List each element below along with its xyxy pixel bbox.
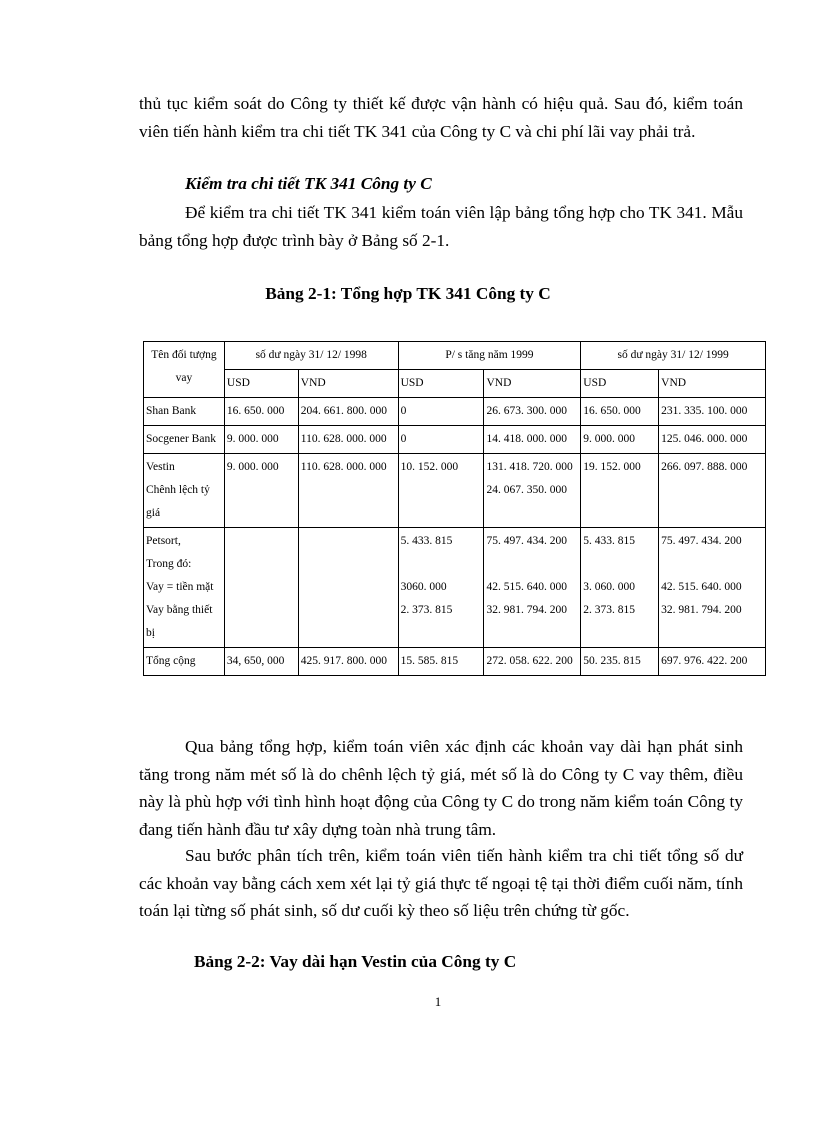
table-subheader-row <box>144 370 766 398</box>
table-row <box>144 528 766 648</box>
header-balance-1999: số dư ngày 31/ 12/ 1999 <box>581 342 766 370</box>
cell-usd-1998: 9. 000. 000 <box>224 454 298 528</box>
header-increase-1999: P/ s tăng năm 1999 <box>398 342 581 370</box>
cell-value: 32. 981. 794. 200 <box>486 604 567 616</box>
row-name-line: Petsort, <box>146 535 181 547</box>
header-borrower: Tên đối tượng vay <box>144 342 225 398</box>
cell-vnd-1998: 110. 628. 000. 000 <box>298 426 398 454</box>
cell-usd-1998: 16. 650. 000 <box>224 398 298 426</box>
cell-vnd-1999: 231. 335. 100. 000 <box>659 398 766 426</box>
table-row <box>144 454 766 528</box>
cell-usd-1998: 34, 650, 000 <box>224 648 298 676</box>
cell-vnd-1999: 125. 046. 000. 000 <box>659 426 766 454</box>
subheader-usd: USD <box>581 370 659 398</box>
subheader-vnd: VND <box>298 370 398 398</box>
table-header-row <box>144 342 766 370</box>
subheader-usd: USD <box>398 370 484 398</box>
cell-vnd-1999: 697. 976. 422. 200 <box>659 648 766 676</box>
cell-value: 75. 497. 434. 200 <box>486 535 567 547</box>
cell-value: 42. 515. 640. 000 <box>661 581 742 593</box>
cell-usd-increase: 0 <box>398 426 484 454</box>
cell-usd-1999: 16. 650. 000 <box>581 398 659 426</box>
row-name-line: Trong đó: <box>146 558 192 570</box>
cell-vnd-1998 <box>298 528 398 648</box>
section-heading: Kiểm tra chi tiết TK 341 Công ty C <box>185 174 432 193</box>
cell-vnd-1998: 204. 661. 800. 000 <box>298 398 398 426</box>
cell-usd-1999: 9. 000. 000 <box>581 426 659 454</box>
cell-value: 3. 060. 000 <box>583 581 636 593</box>
table-caption-2-2: Bảng 2-2: Vay dài hạn Vestin của Công ty C <box>194 952 517 971</box>
table-row <box>144 398 766 426</box>
cell-value: 75. 497. 434. 200 <box>661 535 742 547</box>
cell-value: 3060. 000 <box>400 581 447 593</box>
cell-vnd-1998: 110. 628. 000. 000 <box>298 454 398 528</box>
cell-value: 32. 981. 794. 200 <box>661 604 742 616</box>
cell-usd-increase: 15. 585. 815 <box>398 648 484 676</box>
row-name <box>144 528 225 648</box>
cell-vnd-increase: 26. 673. 300. 000 <box>484 398 581 426</box>
cell-usd-1999 <box>581 528 659 648</box>
cell-vnd-increase: 14. 418. 000. 000 <box>484 426 581 454</box>
table-total-row <box>144 648 766 676</box>
cell-usd-increase: 10. 152. 000 <box>398 454 484 528</box>
cell-vnd-1998: 425. 917. 800. 000 <box>298 648 398 676</box>
cell-usd-1998 <box>224 528 298 648</box>
paragraph-summary-table: Để kiểm tra chi tiết TK 341 kiểm toán viên lập bảng tổng hợp cho TK 341. Mẫu bảng tổng hợp được trình bày ở Bảng số 2-1. <box>139 203 743 250</box>
table-caption-2-1: Bảng 2-1: Tổng hợp TK 341 Công ty C <box>265 284 551 303</box>
cell-usd-1998: 9. 000. 000 <box>224 426 298 454</box>
header-balance-1998: số dư ngày 31/ 12/ 1998 <box>224 342 398 370</box>
paragraph-detail-check: Sau bước phân tích trên, kiểm toán viên tiến hành kiểm tra chi tiết tổng số dư các khoản vay bằng cách xem xét lại tỷ giá thực tế ngoại tệ tại thời điểm cuối năm, tính toán lại từng số phát sinh, số dư cuối kỳ theo số liệu trên chứng từ gốc. <box>139 846 743 920</box>
row-name <box>144 454 225 528</box>
cell-usd-1999: 50. 235. 815 <box>581 648 659 676</box>
cell-usd-increase <box>398 528 484 648</box>
cell-vnd-1999 <box>659 528 766 648</box>
row-name-line: Vay bằng thiết bị <box>146 604 213 639</box>
subheader-vnd: VND <box>484 370 581 398</box>
cell-vnd-increase: 272. 058. 622. 200 <box>484 648 581 676</box>
cell-value: 2. 373. 815 <box>583 604 636 616</box>
cell-usd-increase: 0 <box>398 398 484 426</box>
tk341-summary-table <box>143 341 766 676</box>
cell-value: 5. 433. 815 <box>400 535 453 547</box>
cell-value: 24. 067. 350. 000 <box>486 484 567 496</box>
paragraph-analysis: Qua bảng tổng hợp, kiểm toán viên xác định các khoản vay dài hạn phát sinh tăng trong năm mét số là do chênh lệch tỷ giá, mét số là do Công ty C vay thêm, điều này là phù hợp với tình hình hoạt động của Công ty C do trong năm kiểm toán Công ty đang tiến hành đầu tư xây dựng toàn nhà trung tâm. <box>139 737 743 839</box>
row-name: Shan Bank <box>144 398 225 426</box>
row-name: Tổng cộng <box>144 648 225 676</box>
paragraph-intro: thủ tục kiểm soát do Công ty thiết kế được vận hành có hiệu quả. Sau đó, kiểm toán viên tiến hành kiểm tra chi tiết TK 341 của Công ty C và chi phí lãi vay phải trả. <box>139 94 743 141</box>
cell-vnd-1999: 266. 097. 888. 000 <box>659 454 766 528</box>
page-number: 1 <box>434 994 442 1009</box>
row-name-line: Chênh lệch tỷ giá <box>146 484 210 519</box>
row-name-line: Vay = tiền mặt <box>146 581 214 593</box>
row-name: Socgener Bank <box>144 426 225 454</box>
cell-usd-1999: 19. 152. 000 <box>581 454 659 528</box>
cell-value: 2. 373. 815 <box>400 604 453 616</box>
subheader-vnd: VND <box>659 370 766 398</box>
row-name-line: Vestin <box>146 461 175 473</box>
cell-vnd-increase <box>484 454 581 528</box>
cell-value: 5. 433. 815 <box>583 535 636 547</box>
subheader-usd: USD <box>224 370 298 398</box>
cell-vnd-increase <box>484 528 581 648</box>
cell-value: 131. 418. 720. 000 <box>486 461 573 473</box>
table-row <box>144 426 766 454</box>
cell-value: 42. 515. 640. 000 <box>486 581 567 593</box>
